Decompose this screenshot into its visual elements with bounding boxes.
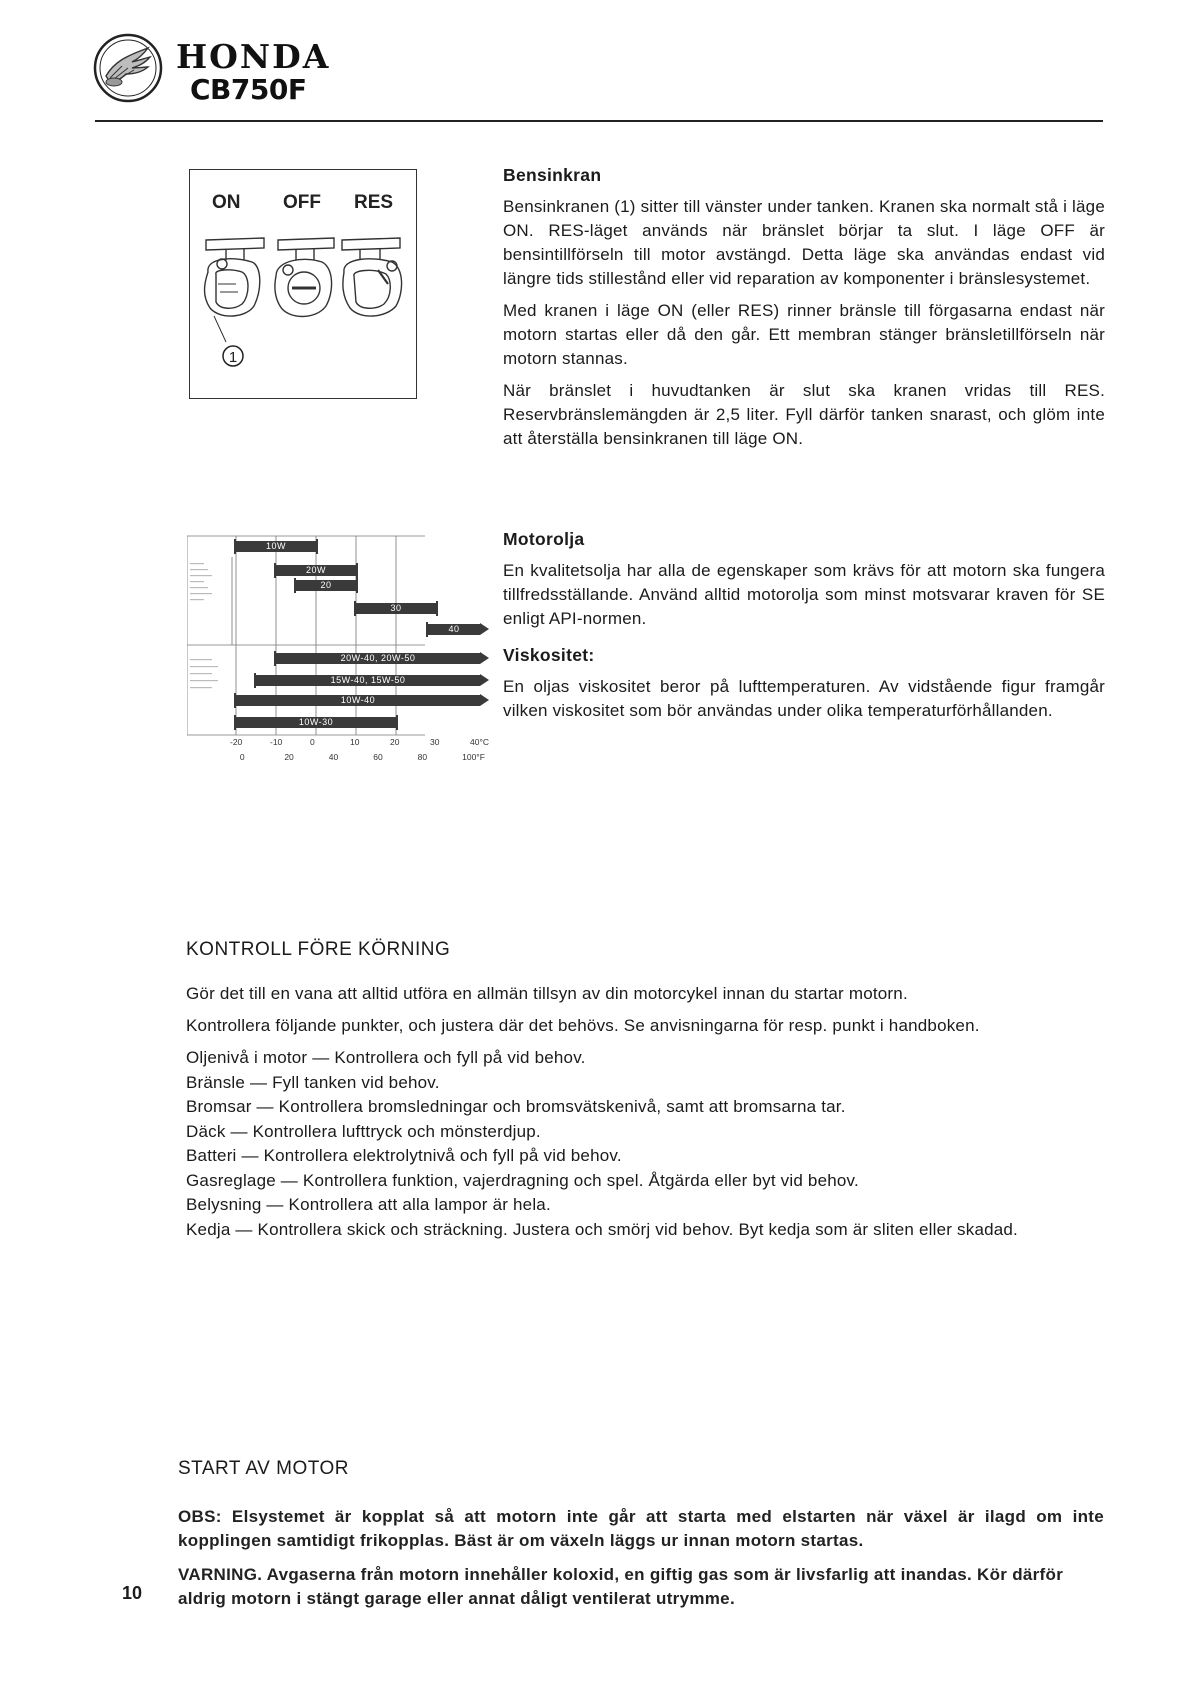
motor-oil-heading: Motorolja <box>503 529 585 549</box>
fuel-valve-paragraph-1: Bensinkranen (1) sitter till vänster under tanken. Kranen ska normalt stå i läge ON. RES-läget används när bränslet börjar ta slut. I läge OFF är bensintillförseln till motor avstängd. Detta läge ska användas endast vid längre tids stillestånd eller vid reparation av komponenter i bränslesystemet. <box>503 197 1105 288</box>
check-item-fuel: Bränsle — Fyll tanken vid behov. <box>186 1072 440 1092</box>
oil-chart-tick-fahrenheit: 0 <box>239 752 245 762</box>
oil-bar-start-cap <box>234 539 236 554</box>
oil-bar-15w-40-15w-50: 15W-40, 15W-50 <box>256 675 480 686</box>
header-divider <box>95 120 1103 122</box>
oil-bar-start-cap <box>294 578 296 593</box>
oil-bar-arrow <box>480 674 489 686</box>
oil-bar-30: 30 <box>356 603 436 614</box>
check-item-tires: Däck — Kontrollera lufttryck och mönsterdjup. <box>186 1121 541 1141</box>
pre-ride-check-section <box>186 938 1104 1242</box>
check-item-lights: Belysning — Kontrollera att alla lampor är hela. <box>186 1195 551 1214</box>
oil-chart-tick-fahrenheit: 60 <box>373 752 383 762</box>
oil-chart-side-mark <box>190 599 204 600</box>
brand-name: HONDA <box>176 37 331 76</box>
oil-bar-end-cap <box>436 601 438 616</box>
tap-position-on: ON <box>212 192 241 213</box>
oil-chart-side-mark <box>190 659 212 660</box>
check-item-chain: Kedja — Kontrollera skick och sträckning. Justera och smörj vid behov. Byt kedja som är sliten eller skadad. <box>186 1219 1018 1239</box>
oil-bar-start-cap <box>354 601 356 616</box>
oil-chart-tick-celsius: 10 <box>350 737 360 747</box>
fuel-valve-paragraph-3: När bränslet i huvudtanken är slut ska kranen vridas till RES. Reservbränslemängden är 2,5 liter. Fyll därför tanken snarast, och glöm inte att återställa bensinkranen till läge ON. <box>503 381 1105 448</box>
oil-chart-side-mark <box>190 680 218 681</box>
honda-wing-logo <box>92 32 164 104</box>
page-number: 10 <box>122 1583 143 1603</box>
oil-chart-side-mark <box>190 569 208 570</box>
oil-bar-start-cap <box>234 715 236 730</box>
viscosity-paragraph: En oljas viskositet beror på lufttemperaturen. Av vidstående figur framgår vilken viskositet som bör användas under olika temperaturförhållanden. <box>503 677 1105 720</box>
engine-start-note: OBS: Elsystemet är kopplat så att motorn inte går att starta med elstarten när växel är ilagd om inte kopplingen samtidigt frikopplas. Bäst är om växeln läggs ur innan motorn startas. <box>178 1507 1104 1550</box>
check-item-throttle: Gasreglage — Kontrollera funktion, vajerdragning och spel. Åtgärda eller byt vid behov. <box>186 1170 859 1190</box>
oil-chart-side-mark <box>190 593 212 594</box>
oil-bar-arrow <box>480 694 489 706</box>
check-item-oil: Oljenivå i motor — Kontrollera och fyll på vid behov. <box>186 1048 586 1067</box>
check-item-brakes: Bromsar — Kontrollera bromsledningar och bromsvätskenivå, samt att bromsarna tar. <box>186 1097 846 1116</box>
pre-ride-check-list <box>186 1046 1104 1242</box>
oil-bar-40: 40 <box>428 624 480 635</box>
oil-chart-tick-celsius: 30 <box>430 737 440 747</box>
model-name: CB750F <box>190 73 307 106</box>
engine-start-title: START AV MOTOR <box>178 1458 349 1479</box>
oil-bar-10w-30: 10W-30 <box>236 717 396 728</box>
oil-viscosity-chart <box>187 535 489 785</box>
fuel-valve-section <box>503 163 1105 459</box>
oil-bar-10w-40: 10W-40 <box>236 695 480 706</box>
oil-chart-tick-celsius: 40°C <box>470 737 489 747</box>
tap-position-off: OFF <box>283 192 321 213</box>
oil-bar-10w: 10W <box>236 541 316 552</box>
fuel-valve-heading: Bensinkran <box>503 165 602 185</box>
engine-start-warning: VARNING. Avgaserna från motorn innehåller koloxid, en giftig gas som är livsfarlig att inandas. Kör därför aldrig motorn i stängt garage eller annat dåligt ventilerat utrymme. <box>178 1565 1064 1608</box>
oil-bar-arrow <box>480 652 489 664</box>
oil-bar-start-cap <box>274 651 276 666</box>
oil-bar-arrow <box>480 623 489 635</box>
oil-chart-tick-celsius: -20 <box>230 737 243 747</box>
viscosity-heading: Viskositet: <box>503 645 595 665</box>
oil-bar-end-cap <box>316 539 318 554</box>
oil-bar-end-cap <box>356 563 358 578</box>
oil-bar-end-cap <box>396 715 398 730</box>
fuel-tap-illustration <box>192 230 416 395</box>
oil-chart-side-mark <box>190 587 208 588</box>
fuel-valve-paragraph-2: Med kranen i läge ON (eller RES) rinner bränsle till förgasarna endast när motorn startas eller då den går. Ett membran stänger bränsletillförseln när motorn stannas. <box>503 301 1105 368</box>
motor-oil-section <box>503 527 1105 731</box>
oil-bar-start-cap <box>254 673 256 688</box>
pre-ride-check-title: KONTROLL FÖRE KÖRNING <box>186 939 451 960</box>
oil-chart-tick-celsius: 20 <box>390 737 400 747</box>
check-item-battery: Batteri — Kontrollera elektrolytnivå och fyll på vid behov. <box>186 1146 622 1165</box>
oil-chart-side-mark <box>190 666 218 667</box>
oil-chart-side-mark <box>190 581 204 582</box>
oil-bar-start-cap <box>234 693 236 708</box>
fuel-tap-callout: 1 <box>228 349 238 366</box>
fuel-tap-figure <box>189 169 417 399</box>
oil-chart-tick-celsius: -10 <box>270 737 283 747</box>
oil-bar-20: 20 <box>296 580 356 591</box>
oil-chart-side-mark <box>190 575 212 576</box>
oil-bar-20w-40-20w-50: 20W-40, 20W-50 <box>276 653 480 664</box>
oil-bar-20w: 20W <box>276 565 356 576</box>
oil-chart-tick-fahrenheit: 40 <box>328 752 339 762</box>
oil-chart-tick-fahrenheit: 20 <box>284 752 294 762</box>
oil-chart-side-mark <box>190 673 212 674</box>
oil-chart-side-mark <box>190 687 212 688</box>
oil-bar-start-cap <box>274 563 276 578</box>
oil-bar-start-cap <box>426 622 428 637</box>
oil-chart-tick-fahrenheit: 100°F <box>462 752 485 762</box>
oil-bar-end-cap <box>356 578 358 593</box>
oil-chart-side-mark <box>190 563 204 564</box>
tap-position-res: RES <box>354 192 394 213</box>
engine-start-section <box>178 1457 1104 1621</box>
pre-ride-intro-2: Kontrollera följande punkter, och justera där det behövs. Se anvisningarna för resp. punkt i handboken. <box>186 1016 980 1035</box>
oil-chart-tick-fahrenheit: 80 <box>417 752 428 762</box>
pre-ride-intro-1: Gör det till en vana att alltid utföra en allmän tillsyn av din motorcykel innan du startar motorn. <box>186 984 908 1003</box>
oil-chart-tick-celsius: 0 <box>310 737 315 747</box>
motor-oil-paragraph: En kvalitetsolja har alla de egenskaper som krävs för att motorn ska fungera tillfredsställande. Använd alltid motorolja som minst motsvarar kraven för SE enligt API-normen. <box>503 561 1105 628</box>
